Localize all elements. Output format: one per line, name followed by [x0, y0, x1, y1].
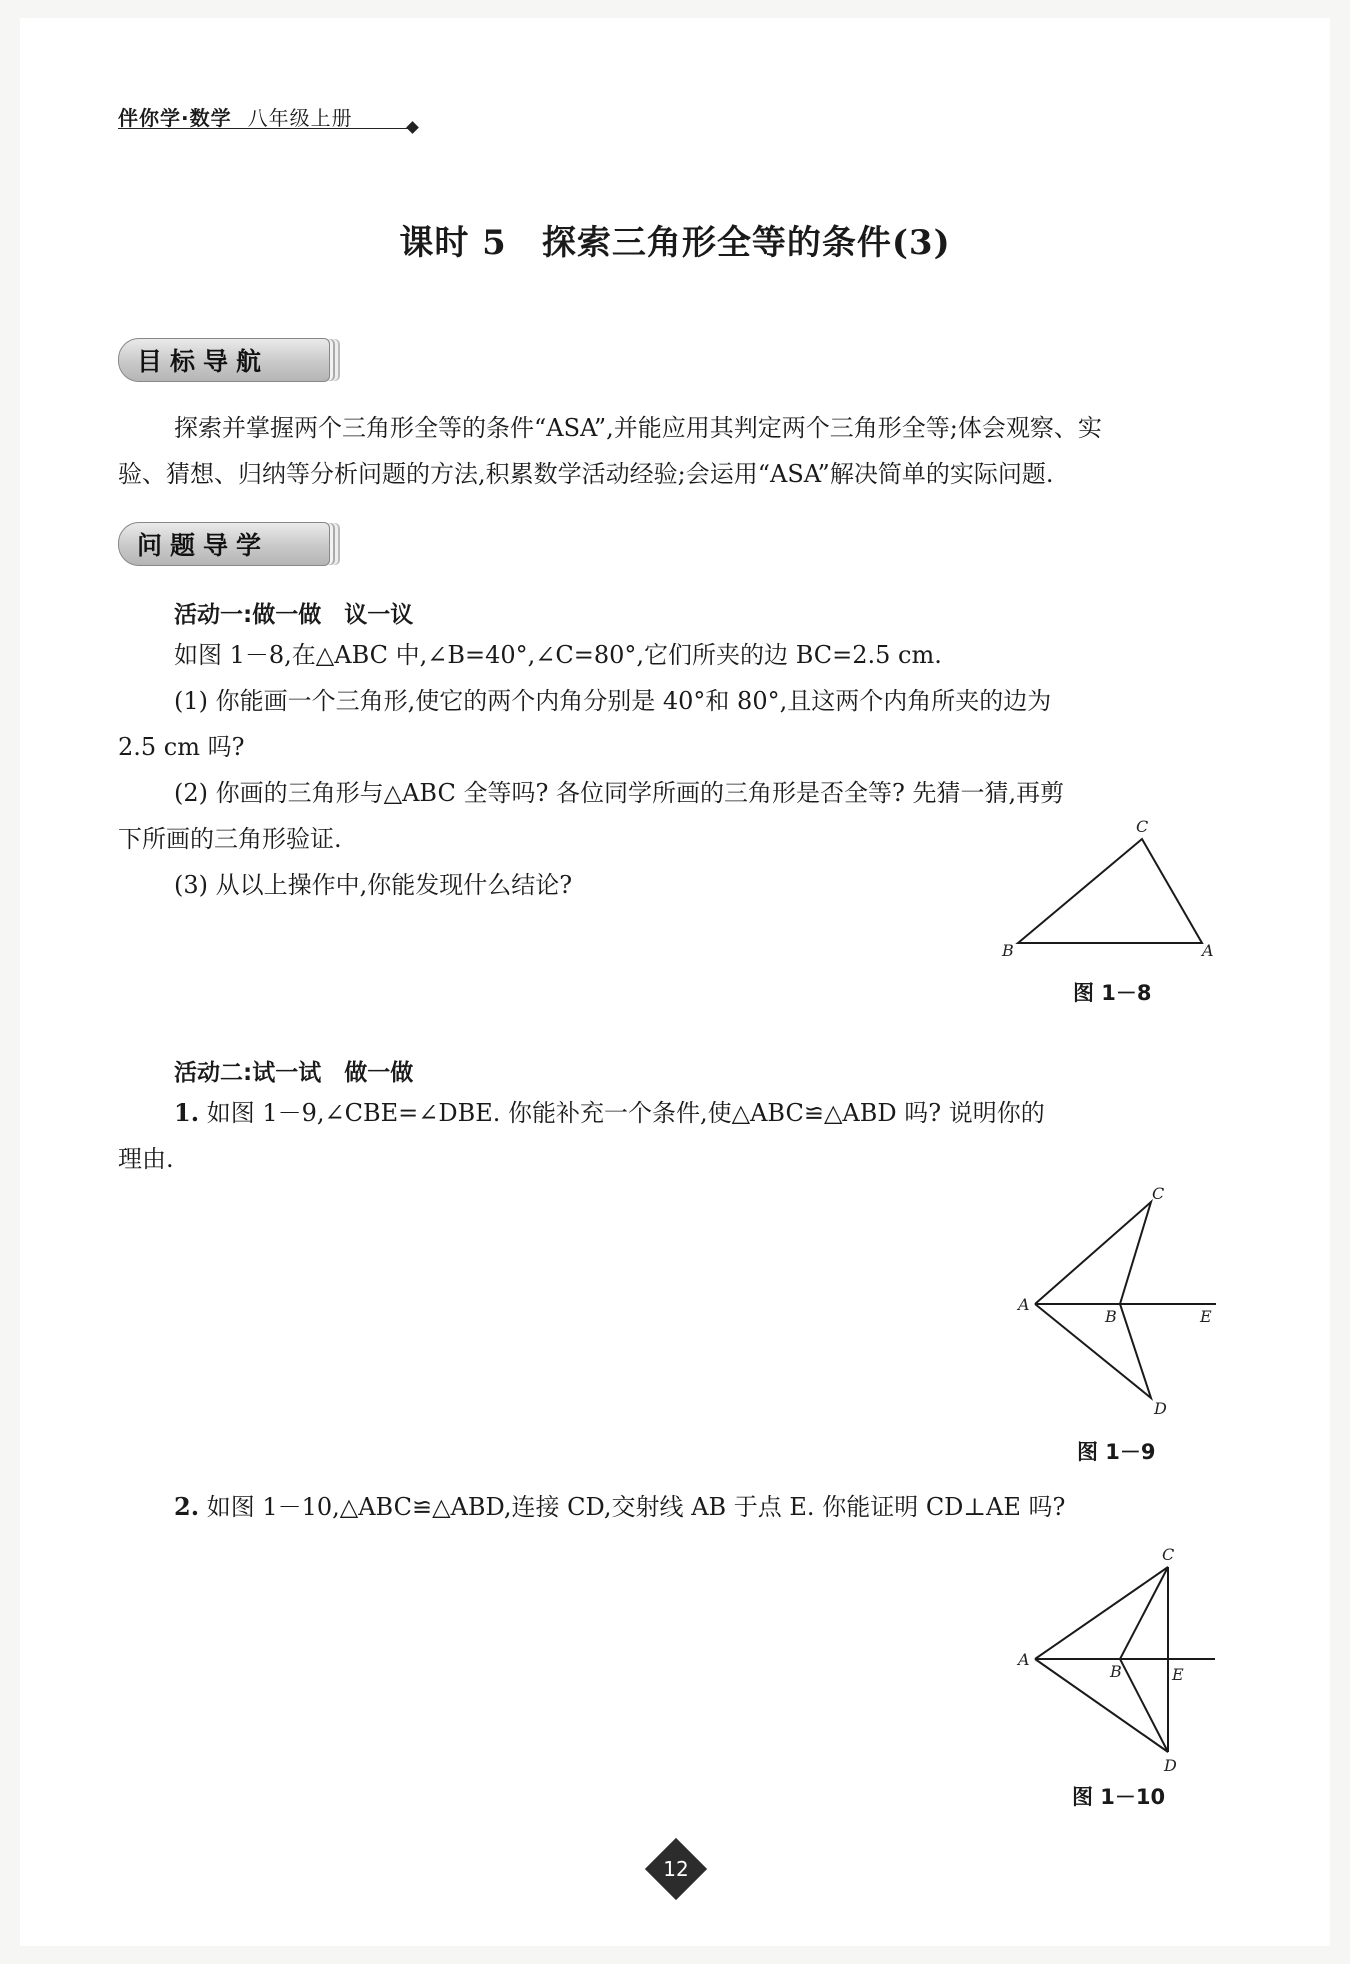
header-brand: 伴你学·数学	[118, 106, 232, 130]
triangle-abc	[1018, 839, 1202, 943]
q2-number: 2.	[174, 1492, 200, 1521]
activity2-heading: 活动二:试一试 做一做	[174, 1060, 414, 1086]
activity1-line-4: (2) 你画的三角形与△ABC 全等吗? 各位同学所画的三角形是否全等? 先猜一猜,再剪	[174, 779, 1065, 807]
section-badge-guided-study: 问题导学	[118, 522, 330, 566]
label-c: C	[1152, 1185, 1165, 1203]
label-e: E	[1172, 1665, 1184, 1684]
q1-number: 1.	[174, 1098, 200, 1127]
lesson-title: 课时 5 探索三角形全等的条件(3)	[399, 223, 951, 263]
q1-line-2: 理由.	[118, 1145, 174, 1173]
label-a: A	[1018, 1650, 1030, 1669]
label-d: D	[1164, 1756, 1177, 1775]
activity1-line-5: 下所画的三角形验证.	[118, 825, 342, 853]
label-a: A	[1202, 941, 1214, 960]
header-rule	[118, 128, 414, 129]
activity1-line-6: (3) 从以上操作中,你能发现什么结论?	[174, 871, 573, 899]
q1-line-1	[174, 1090, 1045, 1136]
activity1-heading: 活动一:做一做 议一议	[174, 602, 414, 628]
figure-1-9	[1010, 1185, 1240, 1420]
q1-text: 如图 1－9,∠CBE=∠DBE. 你能补充一个条件,使△ABC≌△ABD 吗? 说明你的	[206, 1099, 1045, 1127]
page-number: 12	[663, 1857, 689, 1881]
figure-1-10	[1010, 1540, 1240, 1780]
figure-1-8	[990, 815, 1230, 965]
section-badge-goals: 目标导航	[118, 338, 330, 382]
running-header	[118, 102, 353, 131]
label-a: A	[1018, 1295, 1030, 1314]
figure-1-8-caption: 图 1－8	[1073, 981, 1152, 1005]
goals-line-1: 探索并掌握两个三角形全等的条件“ASA”,并能应用其判定两个三角形全等;体会观察、实	[174, 414, 1102, 442]
activity1-line-1: 如图 1－8,在△ABC 中,∠B=40°,∠C=80°,它们所夹的边 BC=2.5 cm.	[174, 641, 942, 669]
figure-1-10-caption: 图 1－10	[1072, 1785, 1166, 1809]
goals-line-2: 验、猜想、归纳等分析问题的方法,积累数学活动经验;会运用“ASA”解决简单的实际问题.	[118, 460, 1054, 488]
label-b: B	[1002, 941, 1014, 960]
triangles-abc-abd	[1035, 1202, 1151, 1398]
label-e: E	[1200, 1307, 1212, 1326]
label-b: B	[1110, 1662, 1122, 1681]
q2-text: 如图 1－10,△ABC≌△ABD,连接 CD,交射线 AB 于点 E. 你能证明 CD⊥AE 吗?	[206, 1493, 1066, 1521]
activity1-line-3: 2.5 cm 吗?	[118, 733, 245, 761]
label-b: B	[1105, 1307, 1117, 1326]
label-d: D	[1154, 1399, 1167, 1418]
label-c: C	[1162, 1545, 1175, 1564]
q2-line	[174, 1484, 1065, 1530]
header-grade: 八年级上册	[247, 106, 353, 130]
label-c: C	[1136, 817, 1149, 836]
figure-1-9-caption: 图 1－9	[1077, 1440, 1156, 1464]
activity1-line-2: (1) 你能画一个三角形,使它的两个内角分别是 40°和 80°,且这两个内角所夹的边为	[174, 687, 1052, 715]
